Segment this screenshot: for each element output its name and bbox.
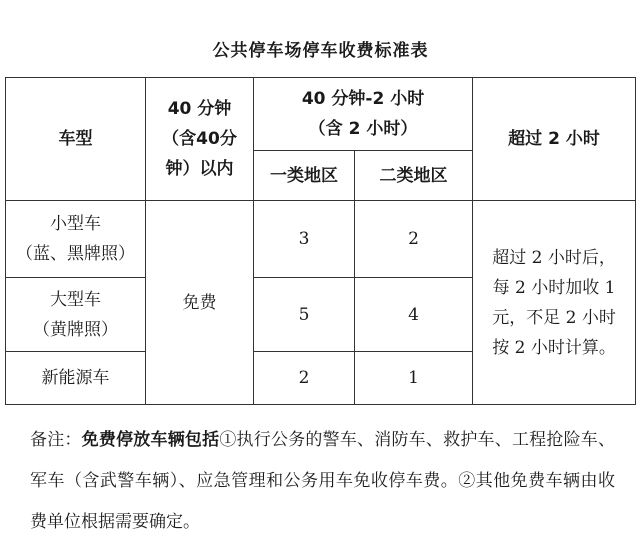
- table-title: 公共停车场停车收费标准表: [212, 41, 429, 61]
- fee-table: [5, 77, 636, 405]
- vehicle-type-line: 大型车: [50, 289, 101, 310]
- header-zone-1: 一类地区: [254, 151, 355, 201]
- vehicle-type-cell: [6, 201, 146, 278]
- zone-1-fee: 3: [254, 201, 355, 278]
- footnote-prefix: 备注：: [30, 430, 82, 450]
- footnote-text: ①执行公务的警车、消防车、救护车、工程抢险车、军车（含武警车辆）、应急管理和公务用车免收停车费。②其他免费车辆由收费单位根据需要确定。: [30, 430, 616, 532]
- header-40min-2h: [254, 78, 473, 151]
- over-2h-rule-line: 超过 2 小时后，: [492, 247, 616, 268]
- header-within-40-line: 40 分钟: [167, 99, 232, 119]
- header-range-line: 40 分钟-2 小时: [301, 89, 425, 109]
- over-2h-rule-line: 每 2 小时加收 1: [492, 277, 616, 298]
- zone-2-fee: 1: [355, 352, 473, 405]
- table-row: [6, 201, 636, 278]
- vehicle-type-cell: 新能源车: [6, 352, 146, 405]
- vehicle-type-line: （蓝、黑牌照）: [16, 244, 135, 264]
- header-range-line: （含 2 小时）: [308, 119, 418, 139]
- header-row-1: [6, 78, 636, 151]
- vehicle-type-line: 小型车: [50, 214, 101, 234]
- zone-2-fee: 4: [355, 278, 473, 352]
- header-vehicle-type: 车型: [6, 78, 146, 201]
- over-2h-rule-line: 元，不足 2 小时: [492, 307, 616, 328]
- over-2h-rule-cell: [473, 201, 636, 405]
- free-cell: 免费: [146, 201, 254, 405]
- header-within-40-line: （含40分: [162, 129, 237, 149]
- header-within-40-line: 钟）以内: [165, 159, 234, 179]
- footnote: [30, 420, 615, 543]
- zone-2-fee: 2: [355, 201, 473, 278]
- zone-1-fee: 5: [254, 278, 355, 352]
- over-2h-rule-line: 按 2 小时计算。: [492, 337, 616, 358]
- vehicle-type-cell: [6, 278, 146, 352]
- zone-1-fee: 2: [254, 352, 355, 405]
- header-over-2h: 超过 2 小时: [473, 78, 636, 201]
- footnote-bold: 免费停放车辆包括: [81, 430, 220, 450]
- header-within-40-min: [146, 78, 254, 201]
- header-zone-2: 二类地区: [355, 151, 473, 201]
- vehicle-type-line: （黄牌照）: [33, 319, 118, 340]
